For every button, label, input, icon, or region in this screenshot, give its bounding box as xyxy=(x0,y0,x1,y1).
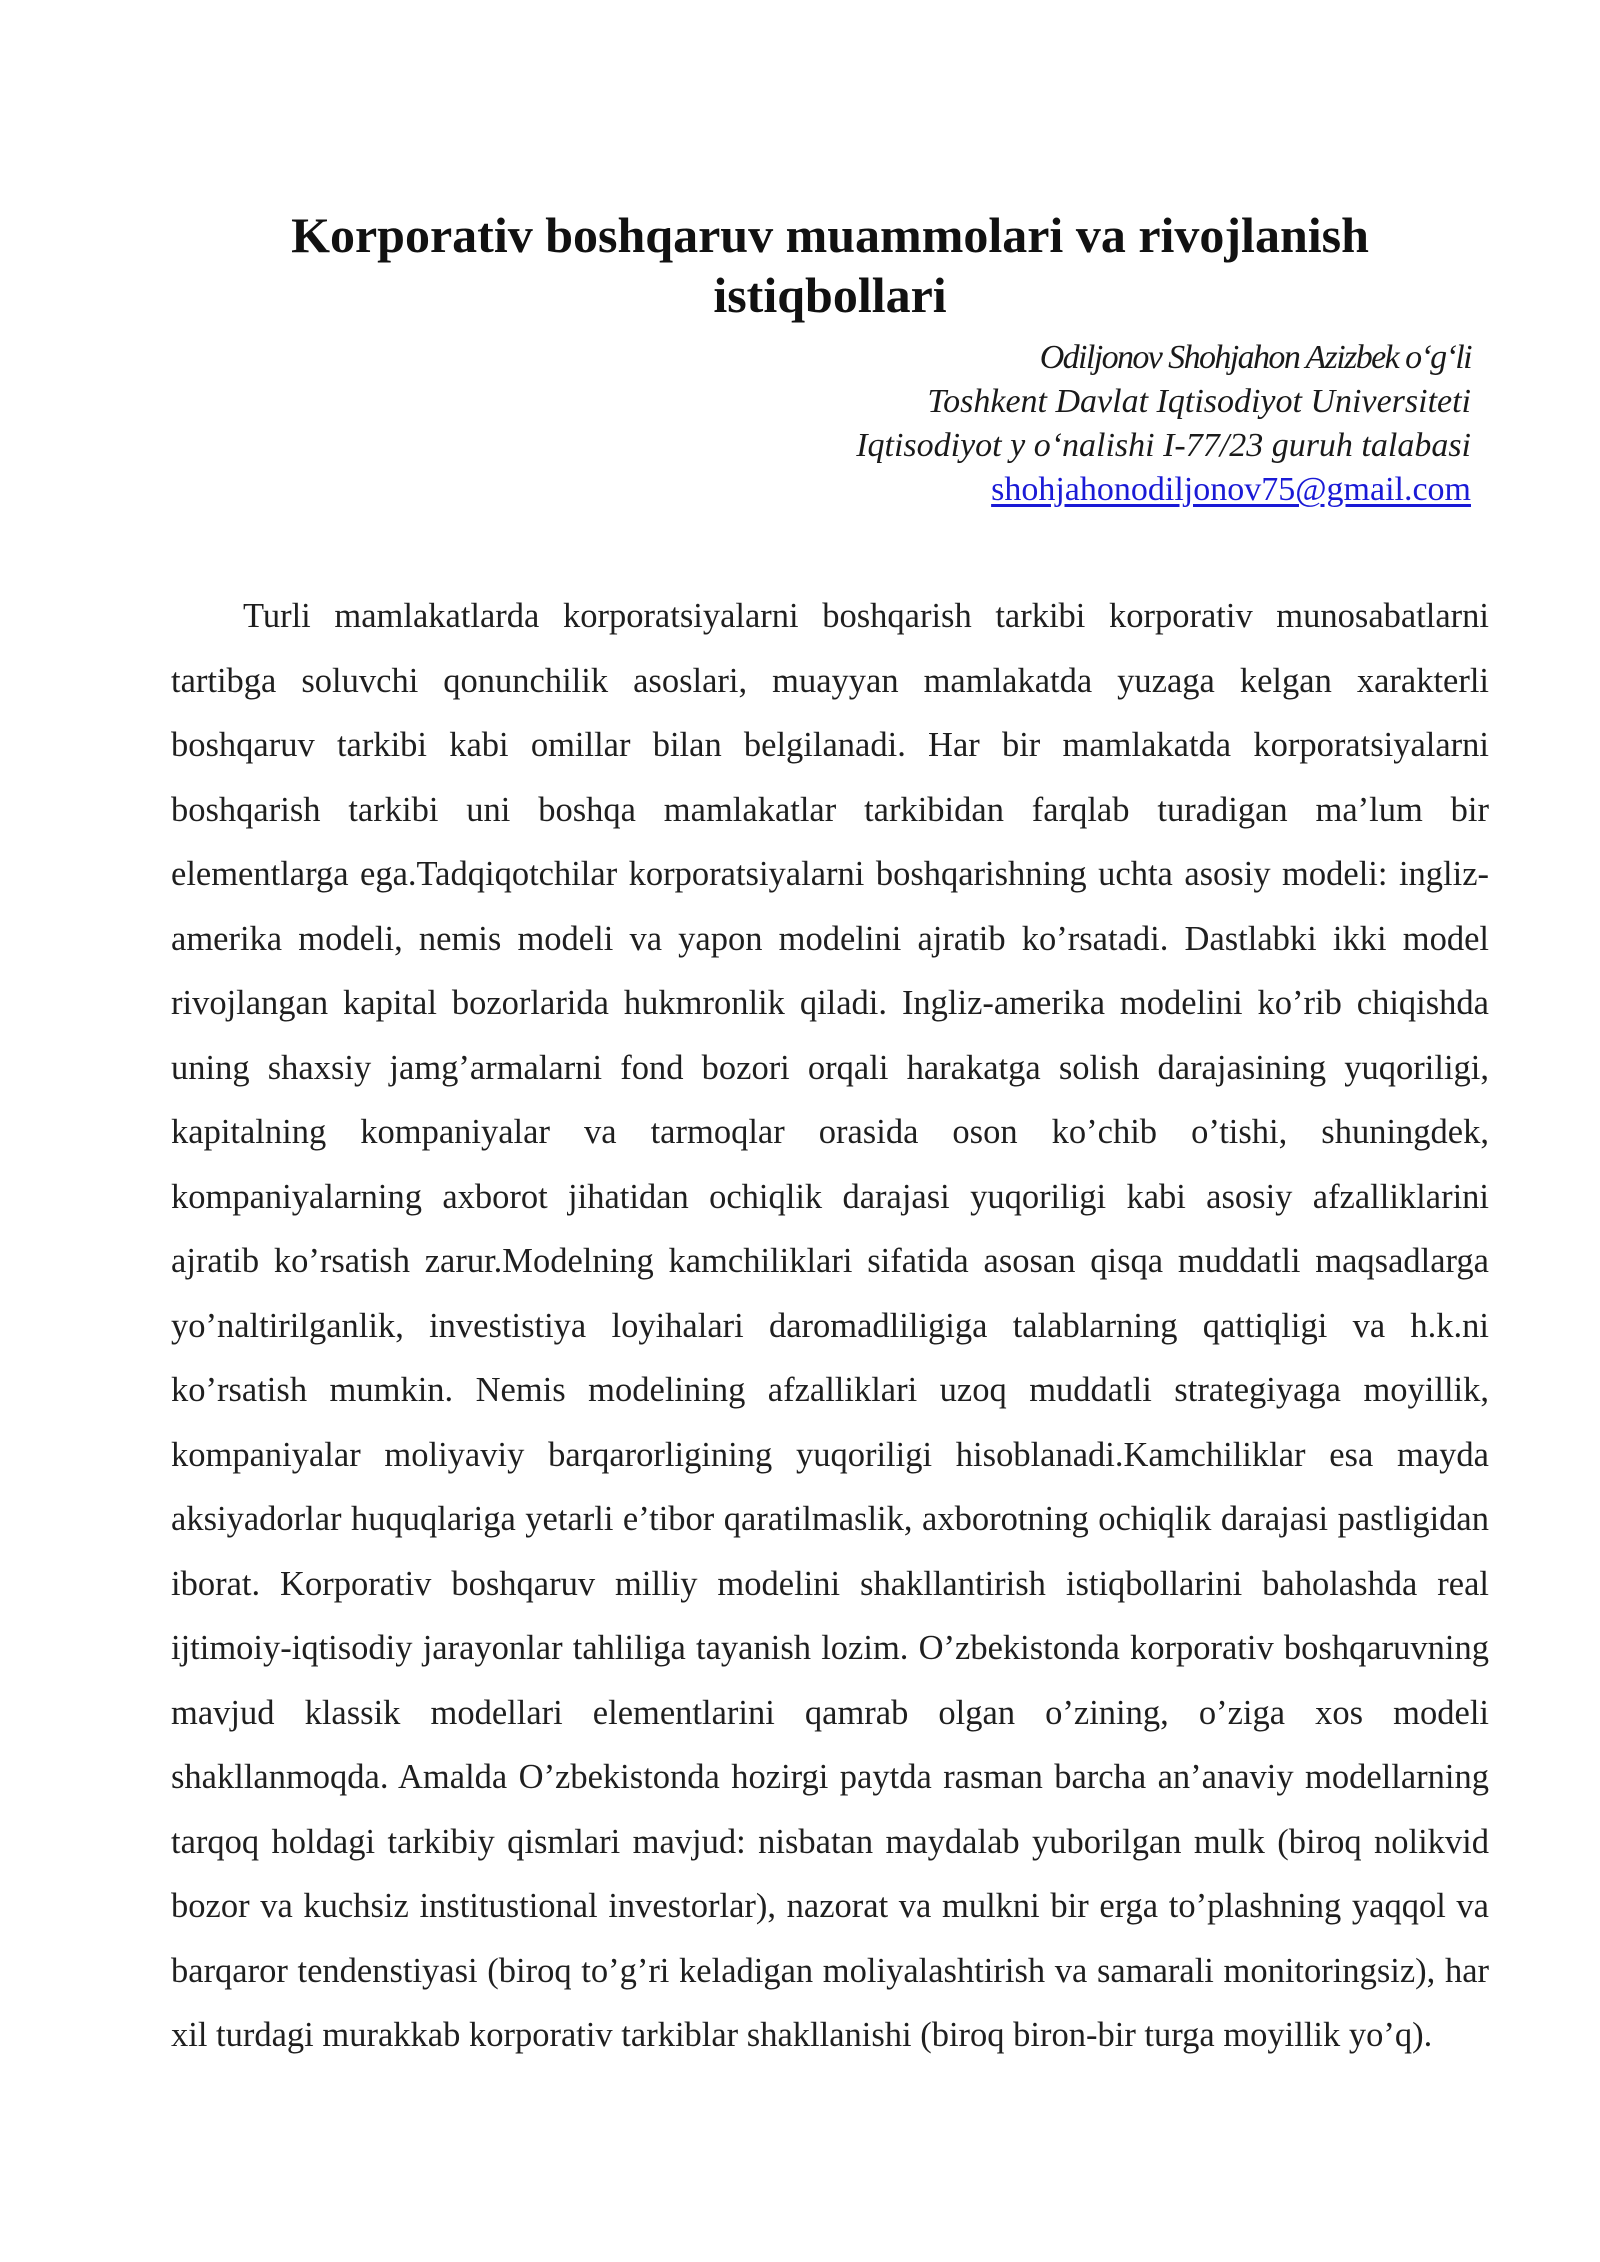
body-paragraph: Turli mamlakatlarda korporatsiyalarni boshqarish tarkibi korporativ munosabatlarni tartibga soluvchi qonunchilik asoslari, muayyan mamlakatda yuzaga kelgan xarakterli boshqaruv tarkibi kabi omillar bilan belgilanadi. Har bir mamlakatda korporatsiyalarni boshqarish tarkibi uni boshqa mamlakatlar tarkibidan farqlab turadigan ma’lum bir elementlarga ega.Tadqiqotchilar korporatsiyalarni boshqarishning uchta asosiy modeli: ingliz-amerika modeli, nemis modeli va yapon modelini ajratib ko’rsatadi. Dastlabki ikki model rivojlangan kapital bozorlarida hukmronlik qiladi. Ingliz-amerika modelini ko’rib chiqishda uning shaxsiy jamg’armalarni fond bozori orqali harakatga solish darajasining yuqoriligi, kapitalning kompaniyalar va tarmoqlar orasida oson ko’chib o’tishi, shuningdek, kompaniyalarning axborot jihatidan ochiqlik darajasi yuqoriligi kabi asosiy afzalliklarini ajratib ko’rsatish zarur.Modelning kamchiliklari sifatida asosan qisqa muddatli maqsadlarga yo’naltirilganlik, investistiya loyihalari daromadliligiga talablarning qattiqligi va h.k.ni ko’rsatish mumkin. Nemis modelining afzalliklari uzoq muddatli strategiyaga moyillik, kompaniyalar moliyaviy barqarorligining yuqoriligi hisoblanadi.Kamchiliklar esa mayda aksiyadorlar huquqlariga yetarli e’tibor qaratilmaslik, axborotning ochiqlik darajasi pastligidan iborat. Korporativ boshqaruv milliy modelini shakllantirish istiqbollarini baholashda real ijtimoiy-iqtisodiy jarayonlar tahliliga tayanish lozim. O’zbekistonda korporativ boshqaruvning mavjud klassik modellari elementlarini qamrab olgan o’zining, o’ziga xos modeli shakllanmoqda. Amalda O’zbekistonda hozirgi paytda rasman barcha an’anaviy modellarning tarqoq holdagi tarkibiy qismlari mavjud: nisbatan maydalab yuborilgan mulk (biroq nolikvid bozor va kuchsiz institustional investorlar), nazorat va mulkni bir erga to’plashning yaqqol va barqaror tendenstiyasi (biroq to’g’ri keladigan moliyalashtirish va samarali monitoringsiz), har xil turdagi murakkab korporativ tarkiblar shakllanishi (biroq biron-bir turga moyillik yo’q). xyxy=(171,597,1489,2054)
author-email-link[interactable]: shohjahonodiljonov75@gmail.com xyxy=(991,471,1471,508)
author-block xyxy=(856,336,1471,512)
author-name: Odiljonov Shohjahon Azizbek o‘g‘li xyxy=(1039,339,1471,376)
paper-title: Korporativ boshqaruv muammolari va rivojlanish istiqbollari xyxy=(291,207,1369,323)
author-group: Iqtisodiyot y o‘nalishi I-77/23 guruh talabasi xyxy=(856,427,1471,464)
author-university: Toshkent Davlat Iqtisodiyot Universiteti xyxy=(927,383,1471,420)
